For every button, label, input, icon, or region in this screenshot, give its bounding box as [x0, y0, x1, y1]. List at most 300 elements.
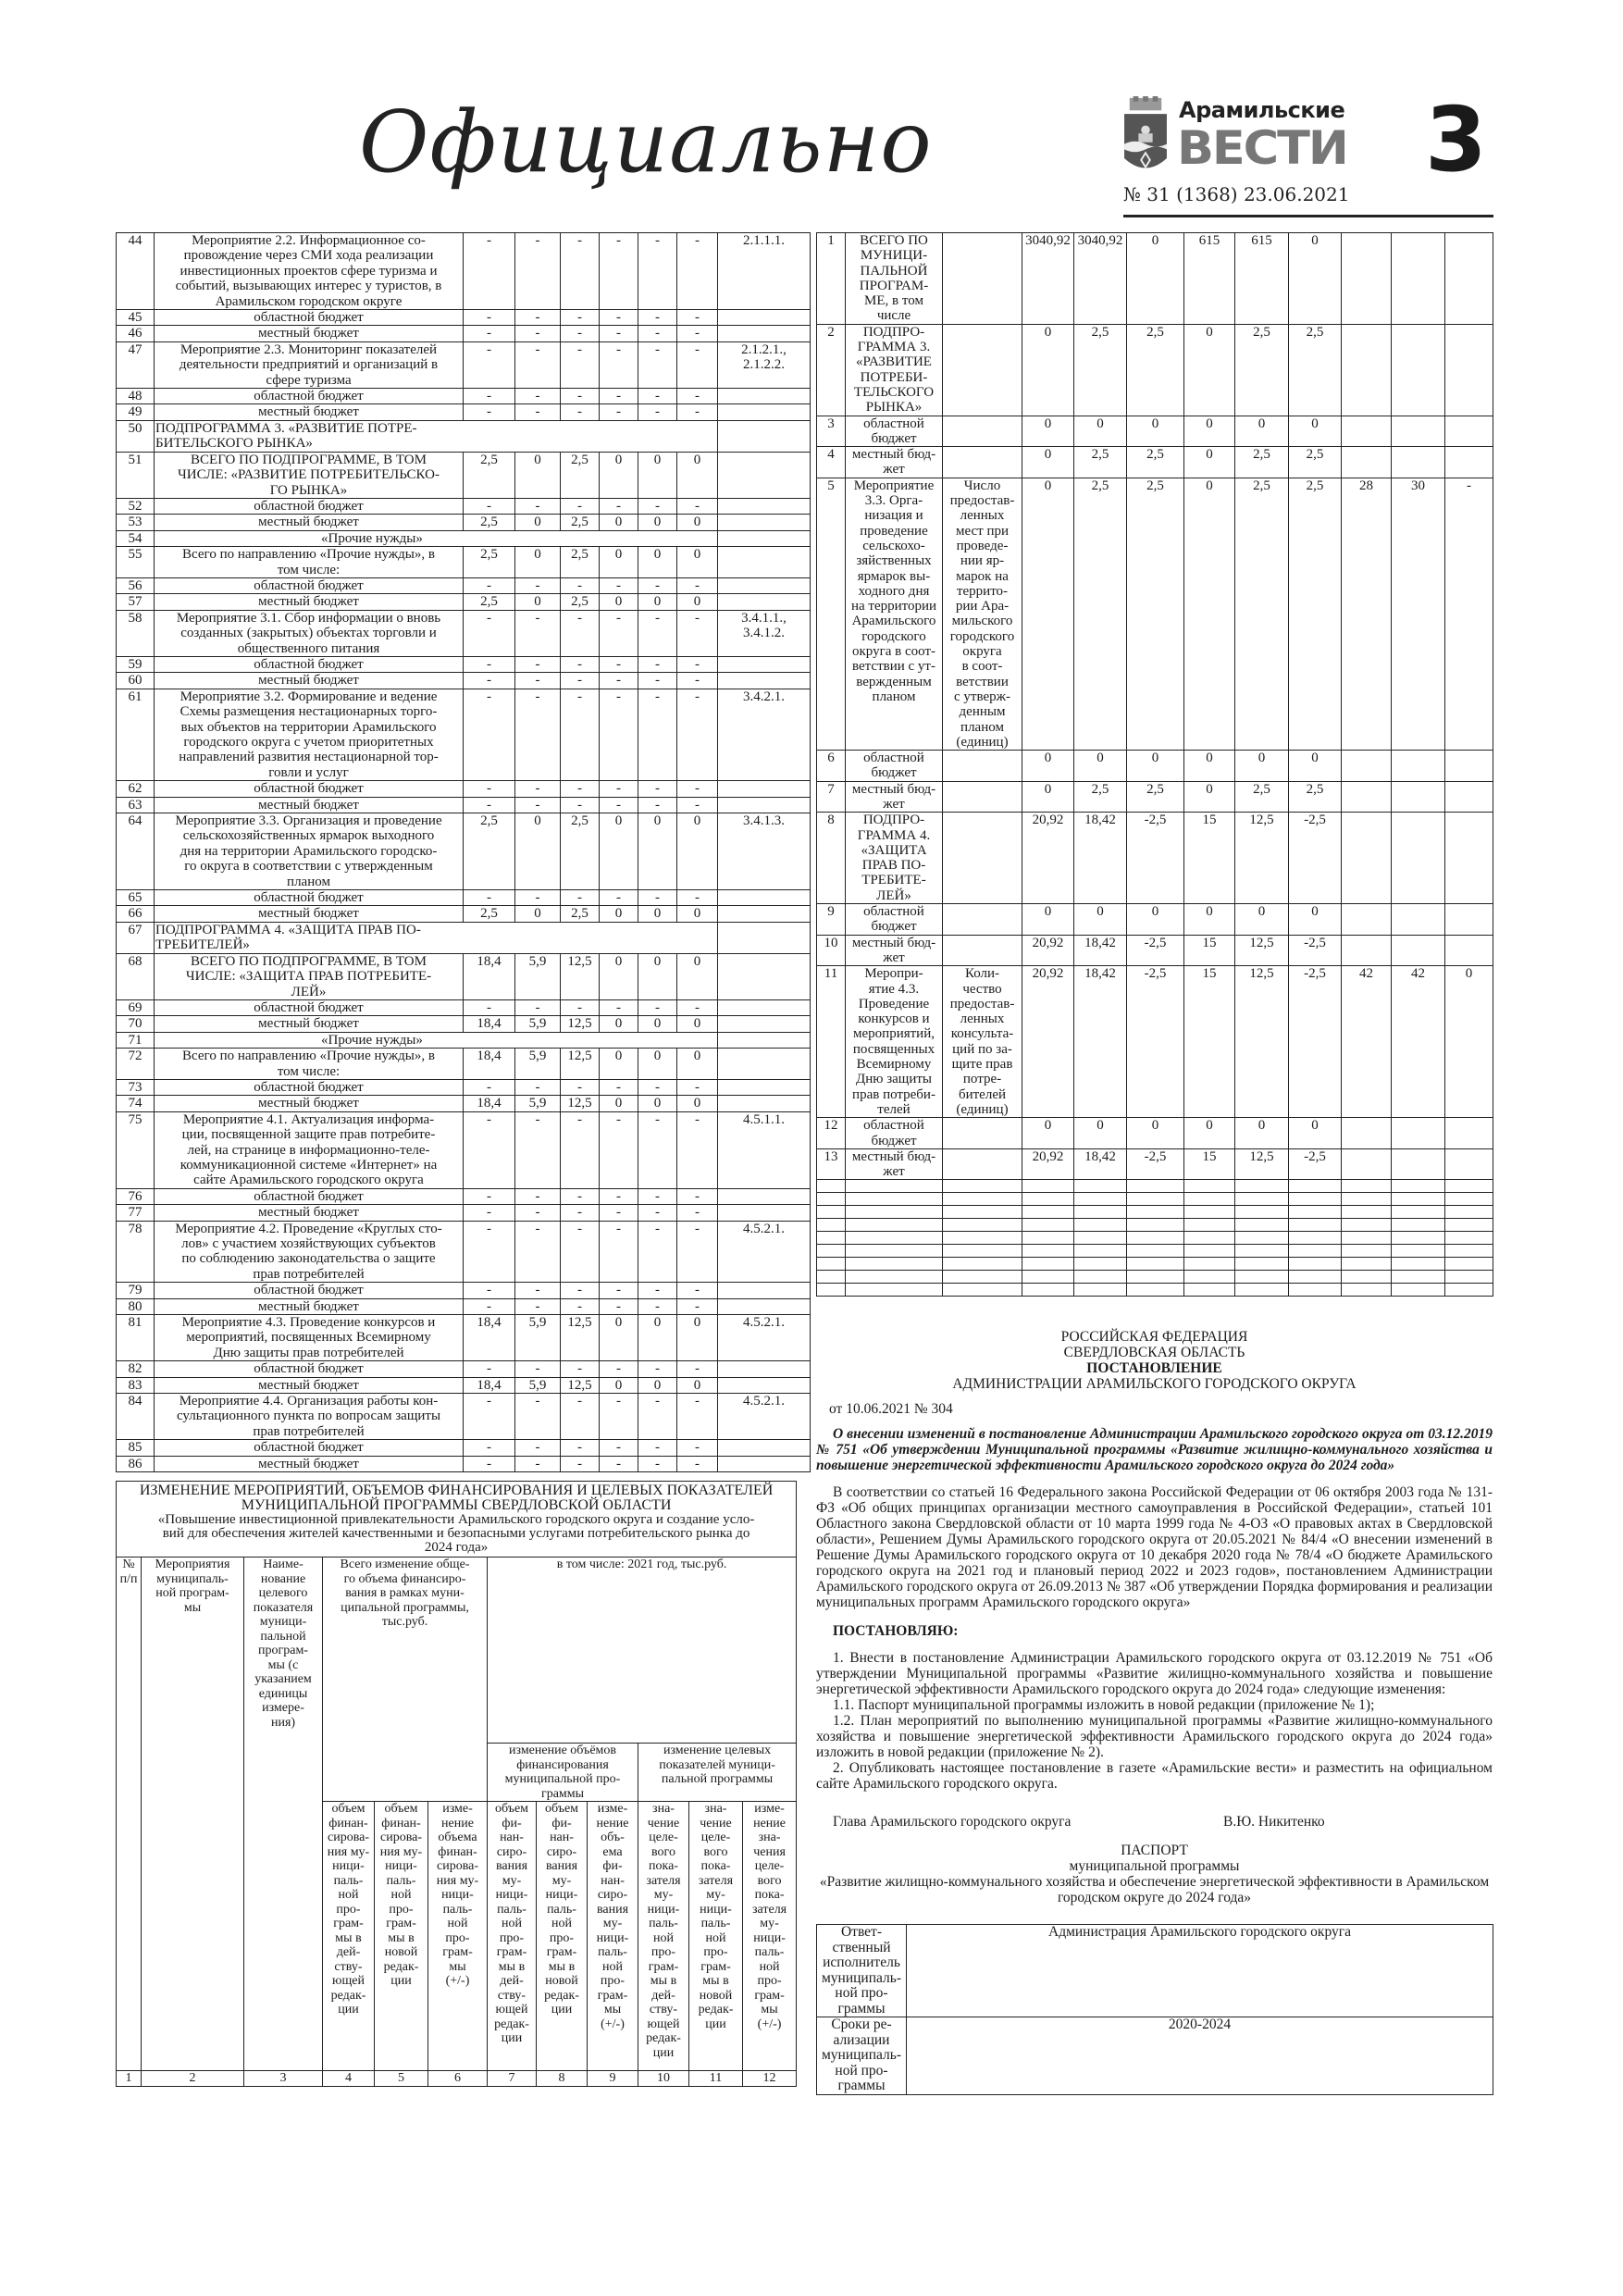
amount-cell: 0 — [600, 547, 638, 578]
row-number: 11 — [817, 966, 846, 1118]
event-name: ПОДПРО- ГРАММА 4. «ЗАЩИТА ПРАВ ПО- ТРЕБИТЕ- ЛЕЙ» — [846, 813, 943, 904]
amount-cell: - — [464, 233, 515, 310]
value-cell: 0 — [1289, 751, 1342, 782]
value-cell: 2,5 — [1289, 324, 1342, 416]
value-cell: 20,92 — [1022, 1148, 1074, 1180]
value-cell: 2,5 — [1074, 447, 1127, 478]
row-number: 55 — [117, 547, 155, 578]
amount-cell: - — [561, 1394, 600, 1440]
amount-cell: - — [677, 577, 718, 593]
table-row — [117, 594, 811, 610]
table-row — [817, 478, 1493, 750]
row-number: 57 — [117, 594, 155, 610]
amount-cell: - — [464, 1283, 515, 1298]
section-heading: ПОДПРОГРАММА 4. «ЗАЩИТА ПРАВ ПО- ТРЕБИТЕЛЕЙ» — [155, 922, 718, 953]
empty-cell — [943, 1245, 1022, 1258]
event-name: областной бюджет — [846, 751, 943, 782]
amount-cell: - — [561, 1205, 600, 1221]
table-row — [117, 1456, 811, 1471]
event-name: ВСЕГО ПО ПОДПРОГРАММЕ, В ТОМ ЧИСЛЕ: «ЗАЩИТА ПРАВ ПОТРЕБИТЕ- ЛЕЙ» — [155, 953, 464, 999]
event-name: областной бюджет — [155, 577, 464, 593]
amount-cell: - — [515, 310, 561, 326]
row-number: 5 — [817, 478, 846, 750]
row-number: 78 — [117, 1221, 155, 1283]
amount-cell: - — [677, 1205, 718, 1221]
amount-cell: 18,4 — [464, 1049, 515, 1080]
indicator-code — [718, 656, 811, 672]
event-name: Мероприятие 3.2. Формирование и ведение Схемы размещения нестационарных торго- вых объектов на территории Арамильского городского округа с учетом приоритетных направлений развития нестационарной тор- говли и услуг — [155, 689, 464, 780]
empty-cell — [943, 1193, 1022, 1206]
value-cell: -2,5 — [1289, 935, 1342, 966]
value-cell — [1342, 813, 1392, 904]
table-row — [117, 498, 811, 514]
table-row — [117, 922, 811, 953]
amount-cell: 0 — [600, 1315, 638, 1361]
decree-heading — [816, 1426, 1493, 1473]
amount-cell: - — [600, 999, 638, 1015]
value-cell: 0 — [1184, 1118, 1235, 1149]
value-cell: 0 — [1074, 904, 1127, 936]
amount-cell: - — [561, 1440, 600, 1456]
amount-cell: - — [600, 326, 638, 341]
row-number: 56 — [117, 577, 155, 593]
amount-cell: - — [561, 656, 600, 672]
amount-cell: - — [677, 1456, 718, 1471]
amount-cell: 0 — [600, 515, 638, 530]
indicator-code — [718, 1096, 811, 1111]
value-cell: 0 — [1235, 751, 1289, 782]
amount-cell: 0 — [515, 547, 561, 578]
table-row — [117, 1298, 811, 1314]
row-number: 81 — [117, 1315, 155, 1361]
amount-cell: - — [464, 1440, 515, 1456]
value-cell — [1445, 1148, 1493, 1180]
table-row — [817, 416, 1493, 447]
value-cell: 28 — [1342, 478, 1392, 750]
empty-cell — [1127, 1232, 1184, 1245]
amount-cell: - — [638, 1221, 677, 1283]
amount-cell: - — [464, 999, 515, 1015]
amount-cell: - — [600, 1221, 638, 1283]
indicator-code — [718, 890, 811, 906]
decree-items — [816, 1650, 1493, 1792]
amount-cell: - — [561, 577, 600, 593]
value-cell: 2,5 — [1127, 478, 1184, 750]
table-row — [817, 935, 1493, 966]
event-name: Мероприятие 4.4. Организация работы кон- сультационного пункта по вопросам защиты прав потребителей — [155, 1394, 464, 1440]
empty-cell — [817, 1271, 846, 1284]
table-row — [117, 1096, 811, 1111]
row-number: 77 — [117, 1205, 155, 1221]
indicator-code — [718, 999, 811, 1015]
header-targets: изменение целевых показателей муници- пальной программы — [638, 1744, 797, 1802]
indicator-code — [718, 1188, 811, 1204]
empty-cell — [1074, 1206, 1127, 1219]
empty-cell — [1342, 1245, 1392, 1258]
table-row — [117, 813, 811, 890]
value-cell: 0 — [1184, 447, 1235, 478]
value-cell — [1342, 751, 1392, 782]
amount-cell: 12,5 — [561, 1377, 600, 1393]
amount-cell: - — [464, 404, 515, 420]
amount-cell: - — [464, 781, 515, 797]
value-cell: 0 — [1022, 904, 1074, 936]
empty-cell — [1022, 1258, 1074, 1271]
amount-cell: - — [561, 797, 600, 813]
amount-cell: - — [515, 233, 561, 310]
empty-row — [817, 1206, 1493, 1219]
empty-cell — [1127, 1193, 1184, 1206]
empty-cell — [846, 1180, 943, 1193]
empty-cell — [1022, 1232, 1074, 1245]
subheader-cell: объем фи- нан- сиро- вания му- ници- паль- ной про- грам- мы в дей- ству- ющей редак- ции — [488, 1802, 537, 2071]
empty-cell — [1235, 1245, 1289, 1258]
empty-cell — [1127, 1245, 1184, 1258]
amount-cell: - — [638, 1440, 677, 1456]
event-name: местный бюд- жет — [846, 447, 943, 478]
amount-cell: 2,5 — [561, 594, 600, 610]
value-cell — [1445, 751, 1493, 782]
amount-cell: 12,5 — [561, 1049, 600, 1080]
row-number: 51 — [117, 452, 155, 498]
table-row — [117, 233, 811, 310]
empty-cell — [817, 1284, 846, 1297]
row-number: 80 — [117, 1298, 155, 1314]
amount-cell: - — [677, 1394, 718, 1440]
amount-cell: - — [515, 1440, 561, 1456]
indicator-code — [718, 673, 811, 689]
event-name: Мероприятие 2.3. Мониторинг показателей деятельности предприятий и организаций в сфере туризма — [155, 341, 464, 388]
table-row — [117, 906, 811, 922]
decree-item: 1. Внести в постановление Администрации Арамильского городского округа от 03.12.2019 № 751 «Об утверждении Муниципальной программы «Развитие жилищно-коммунального хозяйства и повышение энергетической эффективности Арамильского городского округа до 2024 года» следующие изменения: — [816, 1650, 1493, 1697]
amount-cell: 0 — [677, 953, 718, 999]
event-name: областной бюджет — [155, 1188, 464, 1204]
amount-cell: 0 — [677, 813, 718, 890]
row-number: 67 — [117, 922, 155, 953]
table-row — [117, 326, 811, 341]
indicator-code — [718, 498, 811, 514]
changes-subtitle: «Повышение инвестиционной привлекательности Арамильского городского округа и создание усло- вий для обеспечения жителей качественными и безопасными услугами потребительского рынка до 2024 года» — [157, 1512, 755, 1555]
amount-cell: - — [515, 1456, 561, 1471]
row-number: 4 — [817, 447, 846, 478]
table-row — [117, 1377, 811, 1393]
amount-cell: - — [515, 689, 561, 780]
empty-cell — [1074, 1193, 1127, 1206]
amount-cell: 0 — [638, 1315, 677, 1361]
column-number: 11 — [689, 2071, 743, 2087]
amount-cell: 0 — [677, 515, 718, 530]
amount-cell: - — [638, 999, 677, 1015]
amount-cell: - — [600, 1440, 638, 1456]
empty-cell — [1289, 1245, 1342, 1258]
value-cell: 0 — [1127, 904, 1184, 936]
empty-cell — [1289, 1180, 1342, 1193]
event-name: областной бюджет — [846, 904, 943, 936]
empty-cell — [718, 530, 811, 546]
empty-cell — [1445, 1284, 1493, 1297]
table-row — [817, 233, 1493, 325]
value-cell: 2,5 — [1127, 447, 1184, 478]
event-name: местный бюд- жет — [846, 935, 943, 966]
amount-cell: - — [561, 389, 600, 404]
amount-cell: 0 — [638, 1377, 677, 1393]
row-number: 46 — [117, 326, 155, 341]
section-heading: «Прочие нужды» — [155, 1032, 718, 1048]
indicator-name — [943, 781, 1022, 813]
table-row — [117, 1221, 811, 1283]
empty-cell — [1392, 1271, 1445, 1284]
event-name: местный бюджет — [155, 404, 464, 420]
empty-cell — [1445, 1193, 1493, 1206]
value-cell — [1445, 233, 1493, 325]
header-num: № п/п — [117, 1558, 142, 2071]
amount-cell: - — [600, 1361, 638, 1377]
row-number: 63 — [117, 797, 155, 813]
value-cell — [1445, 447, 1493, 478]
amount-cell: 0 — [677, 1096, 718, 1111]
amount-cell: 0 — [638, 1049, 677, 1080]
value-cell: 12,5 — [1235, 966, 1289, 1118]
amount-cell: - — [600, 1205, 638, 1221]
empty-cell — [1392, 1180, 1445, 1193]
table-row — [817, 904, 1493, 936]
empty-cell — [1074, 1258, 1127, 1271]
row-number: 9 — [817, 904, 846, 936]
value-cell — [1392, 233, 1445, 325]
empty-cell — [1289, 1219, 1342, 1232]
value-cell: -2,5 — [1289, 966, 1342, 1118]
amount-cell: - — [561, 1298, 600, 1314]
event-name: местный бюд- жет — [846, 1148, 943, 1180]
amount-cell: 2,5 — [561, 515, 600, 530]
value-cell: 0 — [1184, 478, 1235, 750]
row-number: 1 — [817, 233, 846, 325]
empty-cell — [1289, 1284, 1342, 1297]
amount-cell: - — [677, 1361, 718, 1377]
column-number: 12 — [743, 2071, 797, 2087]
event-name: областной бюджет — [155, 1079, 464, 1095]
empty-cell — [846, 1258, 943, 1271]
value-cell: 2,5 — [1235, 324, 1289, 416]
indicator-code — [718, 1016, 811, 1032]
empty-cell — [817, 1232, 846, 1245]
amount-cell: - — [677, 1283, 718, 1298]
event-name: Мероприятие 4.1. Актуализация информа- ции, посвященной защите прав потребите- лей, на странице в информационно-теле- коммуникационной системе «Интернет» на сайте Арамильского городского округа — [155, 1111, 464, 1188]
page-number: 3 — [1425, 88, 1487, 192]
table-row — [117, 610, 811, 656]
amount-cell: - — [600, 673, 638, 689]
value-cell: 18,42 — [1074, 1148, 1127, 1180]
header-indicator: Наиме- нование целевого показателя муници- пальной програм- мы (с указанием единицы измере- ния) — [244, 1558, 323, 2071]
row-number: 75 — [117, 1111, 155, 1188]
amount-cell: - — [561, 404, 600, 420]
row-number: 68 — [117, 953, 155, 999]
value-cell — [1392, 324, 1445, 416]
value-cell: 0 — [1127, 233, 1184, 325]
table-row — [117, 1188, 811, 1204]
value-cell: 2,5 — [1074, 478, 1127, 750]
amount-cell: - — [638, 326, 677, 341]
row-number: 79 — [117, 1283, 155, 1298]
empty-cell — [1392, 1219, 1445, 1232]
empty-cell — [1342, 1180, 1392, 1193]
amount-cell: 18,4 — [464, 1016, 515, 1032]
empty-cell — [846, 1284, 943, 1297]
amount-cell: - — [561, 310, 600, 326]
empty-cell — [1392, 1232, 1445, 1245]
indicator-name — [943, 751, 1022, 782]
value-cell — [1342, 935, 1392, 966]
value-cell: 0 — [1289, 1118, 1342, 1149]
value-cell: -2,5 — [1127, 935, 1184, 966]
changes-table-title — [117, 1482, 797, 1558]
row-number: 85 — [117, 1440, 155, 1456]
amount-cell: - — [561, 1221, 600, 1283]
empty-cell — [1342, 1284, 1392, 1297]
amount-cell: - — [677, 341, 718, 388]
event-name: местный бюджет — [155, 594, 464, 610]
passport-label: Сроки ре- ализации муниципаль- ной про- граммы — [817, 2017, 907, 2095]
indicator-name — [943, 1148, 1022, 1180]
amount-cell: - — [464, 341, 515, 388]
amount-cell: - — [677, 233, 718, 310]
empty-cell — [1022, 1206, 1074, 1219]
decree-type: ПОСТАНОВЛЕНИЕ — [1086, 1360, 1222, 1376]
value-cell: 18,42 — [1074, 813, 1127, 904]
amount-cell: - — [677, 1188, 718, 1204]
empty-cell — [817, 1180, 846, 1193]
amount-cell: - — [600, 890, 638, 906]
amount-cell: - — [561, 673, 600, 689]
amount-cell: - — [464, 498, 515, 514]
event-name: Мероприятие 4.3. Проведение конкурсов и мероприятий, посвященных Всемирному Дню защиты прав потребителей — [155, 1315, 464, 1361]
section-title: Официально — [359, 93, 933, 192]
amount-cell: - — [515, 656, 561, 672]
header-events: Мероприятия муниципаль- ной програм- мы — [142, 1558, 244, 2071]
amount-cell: 0 — [600, 1016, 638, 1032]
empty-cell — [1235, 1219, 1289, 1232]
amount-cell: 2,5 — [561, 906, 600, 922]
column-number: 6 — [428, 2071, 488, 2087]
amount-cell: - — [464, 1205, 515, 1221]
empty-row — [817, 1245, 1493, 1258]
event-name: местный бюджет — [155, 326, 464, 341]
empty-cell — [943, 1206, 1022, 1219]
amount-cell: 0 — [638, 594, 677, 610]
amount-cell: 0 — [515, 594, 561, 610]
row-number: 61 — [117, 689, 155, 780]
table-row — [117, 547, 811, 578]
indicator-code — [718, 547, 811, 578]
event-name: Мероприятие 3.1. Сбор информации о вновь созданных (закрытых) объектах торговли и общественного питания — [155, 610, 464, 656]
amount-cell: - — [561, 1188, 600, 1204]
column-number: 7 — [488, 2071, 537, 2087]
row-number: 69 — [117, 999, 155, 1015]
event-name: областной бюджет — [155, 656, 464, 672]
empty-cell — [1184, 1206, 1235, 1219]
row-number: 47 — [117, 341, 155, 388]
empty-cell — [1445, 1180, 1493, 1193]
row-number: 66 — [117, 906, 155, 922]
indicator-code — [718, 1361, 811, 1377]
amount-cell: - — [464, 890, 515, 906]
value-cell: 0 — [1022, 1118, 1074, 1149]
empty-cell — [817, 1258, 846, 1271]
value-cell: 18,42 — [1074, 966, 1127, 1118]
value-cell — [1392, 935, 1445, 966]
subheader-cell: изме- нение объема финан- сирова- ния му- ници- паль- ной про- грам- мы (+/-) — [428, 1802, 488, 2071]
event-name: ПОДПРО- ГРАММА 3. «РАЗВИТИЕ ПОТРЕБИ- ТЕЛЬСКОГО РЫНКА» — [846, 324, 943, 416]
empty-row — [817, 1232, 1493, 1245]
indicator-code — [718, 1283, 811, 1298]
value-cell — [1392, 1118, 1445, 1149]
row-number: 8 — [817, 813, 846, 904]
event-name: областной бюджет — [155, 1283, 464, 1298]
table-row — [117, 1315, 811, 1361]
amount-cell: - — [600, 498, 638, 514]
amount-cell: - — [600, 797, 638, 813]
value-cell — [1342, 1118, 1392, 1149]
newspaper-logo — [1121, 96, 1347, 178]
table-row — [117, 953, 811, 999]
amount-cell: 0 — [677, 1016, 718, 1032]
event-name: местный бюджет — [155, 1016, 464, 1032]
value-cell: 18,42 — [1074, 935, 1127, 966]
amount-cell: - — [600, 389, 638, 404]
row-number: 64 — [117, 813, 155, 890]
decree-header — [816, 1329, 1493, 1392]
event-name: местный бюджет — [155, 1377, 464, 1393]
amount-cell: - — [515, 1221, 561, 1283]
column-number: 9 — [588, 2071, 638, 2087]
amount-cell: - — [638, 1079, 677, 1095]
amount-cell: 0 — [677, 547, 718, 578]
value-cell — [1392, 781, 1445, 813]
amount-cell: - — [464, 1079, 515, 1095]
empty-row — [817, 1180, 1493, 1193]
value-cell — [1342, 416, 1392, 447]
table-row — [117, 673, 811, 689]
decree-date: от 10.06.2021 № 304 — [829, 1401, 953, 1417]
row-number: 49 — [117, 404, 155, 420]
indicator-code: 3.4.1.3. — [718, 813, 811, 890]
amount-cell: - — [464, 1298, 515, 1314]
amount-cell: - — [638, 797, 677, 813]
event-name: Мероприятие 3.3. Орга- низация и проведение сельскохо- зяйственных ярмарок вы- ходного дня на территории Арамильского городского округа в соот- ветствии с ут- вержденным планом — [846, 478, 943, 750]
indicator-code: 4.5.1.1. — [718, 1111, 811, 1188]
value-cell: 2,5 — [1127, 324, 1184, 416]
amount-cell: 0 — [638, 1016, 677, 1032]
amount-cell: - — [677, 1440, 718, 1456]
empty-cell — [1289, 1193, 1342, 1206]
amount-cell: 2,5 — [561, 547, 600, 578]
value-cell: 0 — [1022, 751, 1074, 782]
empty-cell — [1342, 1258, 1392, 1271]
empty-cell — [1392, 1206, 1445, 1219]
row-number: 72 — [117, 1049, 155, 1080]
table-row — [117, 1205, 811, 1221]
value-cell: 615 — [1184, 233, 1235, 325]
amount-cell: - — [600, 689, 638, 780]
value-cell: 2,5 — [1127, 781, 1184, 813]
table-row — [117, 1440, 811, 1456]
empty-cell — [1074, 1245, 1127, 1258]
indicator-name: Коли- чество предостав- ленных консульта- ций по за- щите прав потре- бителей (единиц) — [943, 966, 1022, 1118]
amount-cell: - — [600, 1298, 638, 1314]
subheader-cell: объем фи- нан- сиро- вания му- ници- паль- ной про- грам- мы в новой редак- ции — [537, 1802, 588, 2071]
value-cell: 0 — [1445, 966, 1493, 1118]
table-row — [117, 1394, 811, 1440]
